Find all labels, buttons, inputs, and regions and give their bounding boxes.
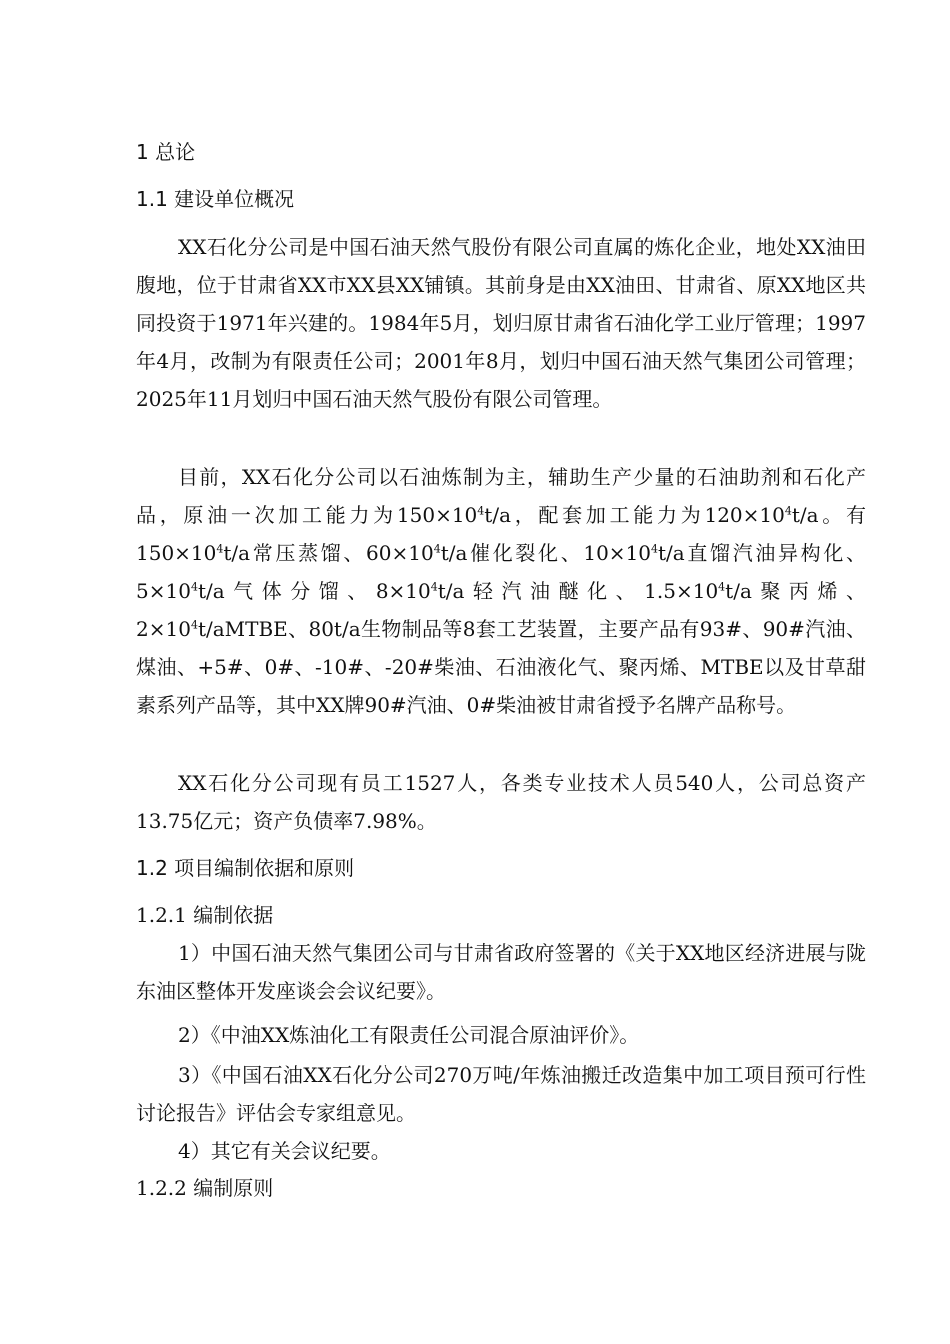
p2-text-f: t/a直馏汽油异构化、5×10 — [136, 541, 866, 603]
heading-1-2-1: 1.2.1 编制依据 — [136, 903, 274, 927]
heading-1: 1 总论 — [136, 140, 196, 164]
paragraph-production-capacity — [136, 458, 866, 724]
paragraph-company-history: XX石化分公司是中国石油天然气股份有限公司直属的炼化企业，地处XX油田腹地，位于甘肃省XX市XX县XX铺镇。其前身是由XX油田、甘肃省、原XX地区共同投资于1971年兴建的。1984年5月，划归原甘肃省石油化学工业厅管理；1997年4月，改制为有限责任公司；2001年8月，划归中国石油天然气集团公司管理；2025年11月划归中国石油天然气股份有限公司管理。 — [136, 235, 866, 411]
p2-text-e: t/a催化裂化、10×10 — [440, 541, 652, 565]
p2-sup-d: 4 — [433, 542, 441, 556]
p2-sup-i: 4 — [190, 618, 198, 632]
p2-sup-h: 4 — [718, 580, 726, 594]
p2-text-d: t/a常压蒸馏、60×10 — [223, 541, 434, 565]
list-item-2: 2）《中油XX炼油化工有限责任公司混合原油评价》。 — [178, 1023, 640, 1047]
heading-1-2-2: 1.2.2 编制原则 — [136, 1176, 274, 1200]
list-item-4: 4）其它有关会议纪要。 — [178, 1139, 391, 1163]
p2-text-j: t/aMTBE、80t/a生物制品等8套工艺装置，主要产品有93#、90#汽油、煤油、+5#、0#、-10#、-20#柴油、石油液化气、聚丙烯、MTBE以及甘草甜素系列产品等，其中XX牌90#汽油、0#柴油被甘肃省授予名牌产品称号。 — [136, 617, 866, 717]
p2-text-a: 目前，XX石化分公司以石油炼制为主，辅助生产少量的石油助剂和石化产品，原油一次加工能力为150×10 — [136, 465, 866, 527]
paragraph-staff-assets: XX石化分公司现有员工1527人，各类专业技术人员540人，公司总资产13.75亿元；资产负债率7.98%。 — [136, 771, 866, 833]
p2-text-c: t/a。有150×10 — [136, 503, 866, 565]
p2-text-i: t/a聚丙烯、2×10 — [136, 579, 866, 641]
p2-sup-f: 4 — [190, 580, 198, 594]
heading-1-1: 1.1 建设单位概况 — [136, 187, 295, 211]
p2-sup-e: 4 — [651, 542, 659, 556]
p2-sup-g: 4 — [430, 580, 438, 594]
p2-text-h: t/a轻汽油醚化、1.5×10 — [437, 579, 719, 603]
p2-text-g: t/a气体分馏、8×10 — [197, 579, 431, 603]
p2-sup-a: 4 — [477, 504, 485, 518]
list-item-3: 3）《中国石油XX石化分公司270万吨/年炼油搬迁改造集中加工项目预可行性讨论报告》评估会专家组意见。 — [136, 1063, 866, 1125]
p2-sup-c: 4 — [216, 542, 224, 556]
p2-text-b: t/a，配套加工能力为120×10 — [484, 503, 785, 527]
heading-1-2: 1.2 项目编制依据和原则 — [136, 856, 355, 880]
p2-sup-b: 4 — [784, 504, 792, 518]
list-item-1: 1）中国石油天然气集团公司与甘肃省政府签署的《关于XX地区经济进展与陇东油区整体开发座谈会会议纪要》。 — [136, 941, 866, 1003]
